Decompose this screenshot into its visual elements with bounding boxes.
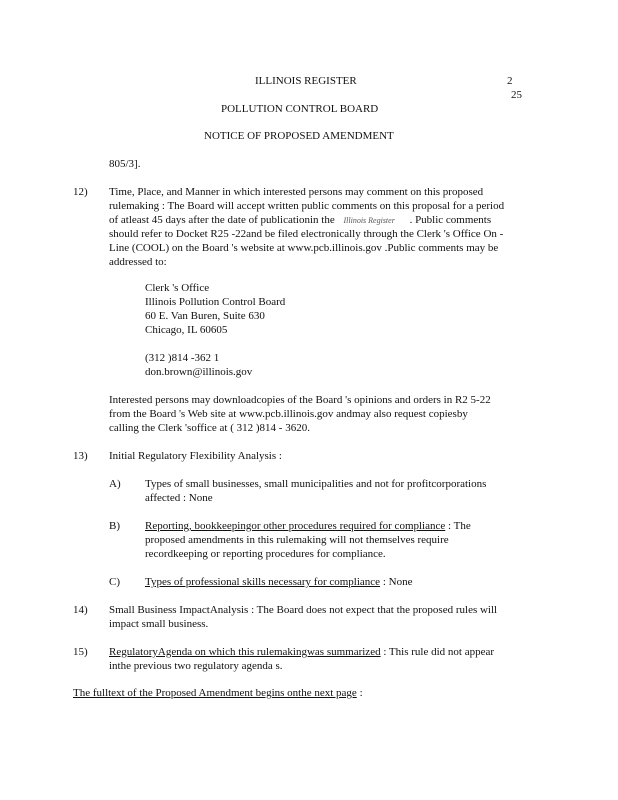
address-line: Illinois Pollution Control Board bbox=[145, 296, 286, 308]
item-15-number: 15) bbox=[73, 646, 88, 658]
item-13-a-line: Types of small businesses, small municipalities and not for profitcorporations bbox=[145, 478, 487, 490]
continuation-text: 805/3]. bbox=[109, 158, 141, 170]
page-number-top: 2 bbox=[507, 75, 513, 87]
address-line: Chicago, IL 60605 bbox=[145, 324, 228, 336]
footer-underlined: The fulltext of the Proposed Amendment begins onthe next page bbox=[73, 687, 357, 699]
item-15-line bbox=[109, 645, 494, 659]
item-12-number: 12) bbox=[73, 186, 88, 198]
item-14-number: 14) bbox=[73, 604, 88, 616]
register-title: ILLINOIS REGISTER bbox=[255, 75, 357, 87]
item-15-underlined: RegulatoryAgenda on which this rulemakingwas summarized bbox=[109, 646, 381, 658]
item-13-a-line: affected : None bbox=[145, 492, 213, 504]
board-title: POLLUTION CONTROL BOARD bbox=[221, 103, 379, 115]
item-12-para2-line: Interested persons may downloadcopies of the Board 's opinions and orders in R2 5-22 bbox=[109, 394, 491, 406]
item-12-line: should refer to Docket R25 -22and be filed electronically through the Clerk 's Office On - bbox=[109, 228, 504, 240]
item-13-a-label: A) bbox=[109, 478, 121, 490]
item-13-c-underlined: Types of professional skills necessary for compliance bbox=[145, 576, 381, 588]
footer-note bbox=[73, 686, 363, 700]
item-12-line-b: . Public comments bbox=[409, 214, 492, 226]
item-12-para2-line: calling the Clerk 'soffice at ( 312 )814 - 3620. bbox=[109, 422, 310, 434]
item-13-c-line bbox=[145, 575, 412, 589]
item-12-line: Time, Place, and Manner in which interested persons may comment on this proposed bbox=[109, 186, 484, 198]
register-italic: Illinois Register bbox=[343, 216, 395, 225]
item-14-line: impact small business. bbox=[109, 618, 209, 630]
address-line: Clerk 's Office bbox=[145, 282, 210, 294]
item-15-rest: : This rule did not appear bbox=[380, 646, 495, 658]
item-12-para2-line: from the Board 's Web site at www.pcb.illinois.gov andmay also request copiesby bbox=[109, 408, 468, 420]
item-13-b-rest: : The bbox=[445, 520, 471, 532]
item-13-number: 13) bbox=[73, 450, 88, 462]
item-12-line-a: of atleast 45 days after the date of publicationin the bbox=[109, 214, 335, 226]
page-number-bottom: 25 bbox=[511, 89, 522, 101]
item-13-b-line: proposed amendments in this rulemaking will not themselves require bbox=[145, 534, 449, 546]
item-14-line: Small Business ImpactAnalysis : The Board does not expect that the proposed rules will bbox=[109, 604, 498, 616]
item-13-b-line bbox=[145, 519, 471, 533]
notice-title: NOTICE OF PROPOSED AMENDMENT bbox=[204, 130, 394, 142]
footer-rest: : bbox=[356, 687, 363, 699]
item-12-line: rulemaking : The Board will accept written public comments on this proposal for a period bbox=[109, 200, 505, 212]
item-12-line bbox=[109, 213, 491, 228]
item-13-b-line: recordkeeping or reporting procedures for compliance. bbox=[145, 548, 386, 560]
item-12-line: addressed to: bbox=[109, 256, 167, 268]
item-12-line: Line (COOL) on the Board 's website at www.pcb.illinois.gov .Public comments may be bbox=[109, 242, 499, 254]
item-13-heading: Initial Regulatory Flexibility Analysis : bbox=[109, 450, 282, 462]
item-13-b-label: B) bbox=[109, 520, 120, 532]
item-15-line: inthe previous two regulatory agenda s. bbox=[109, 660, 283, 672]
phone-number: (312 )814 -362 1 bbox=[145, 352, 220, 364]
address-line: 60 E. Van Buren, Suite 630 bbox=[145, 310, 265, 322]
item-13-c-label: C) bbox=[109, 576, 120, 588]
email-address: don.brown@illinois.gov bbox=[145, 366, 253, 378]
item-13-b-underlined: Reporting, bookkeepingor other procedures required for compliance bbox=[145, 520, 446, 532]
item-13-c-rest: : None bbox=[380, 576, 413, 588]
